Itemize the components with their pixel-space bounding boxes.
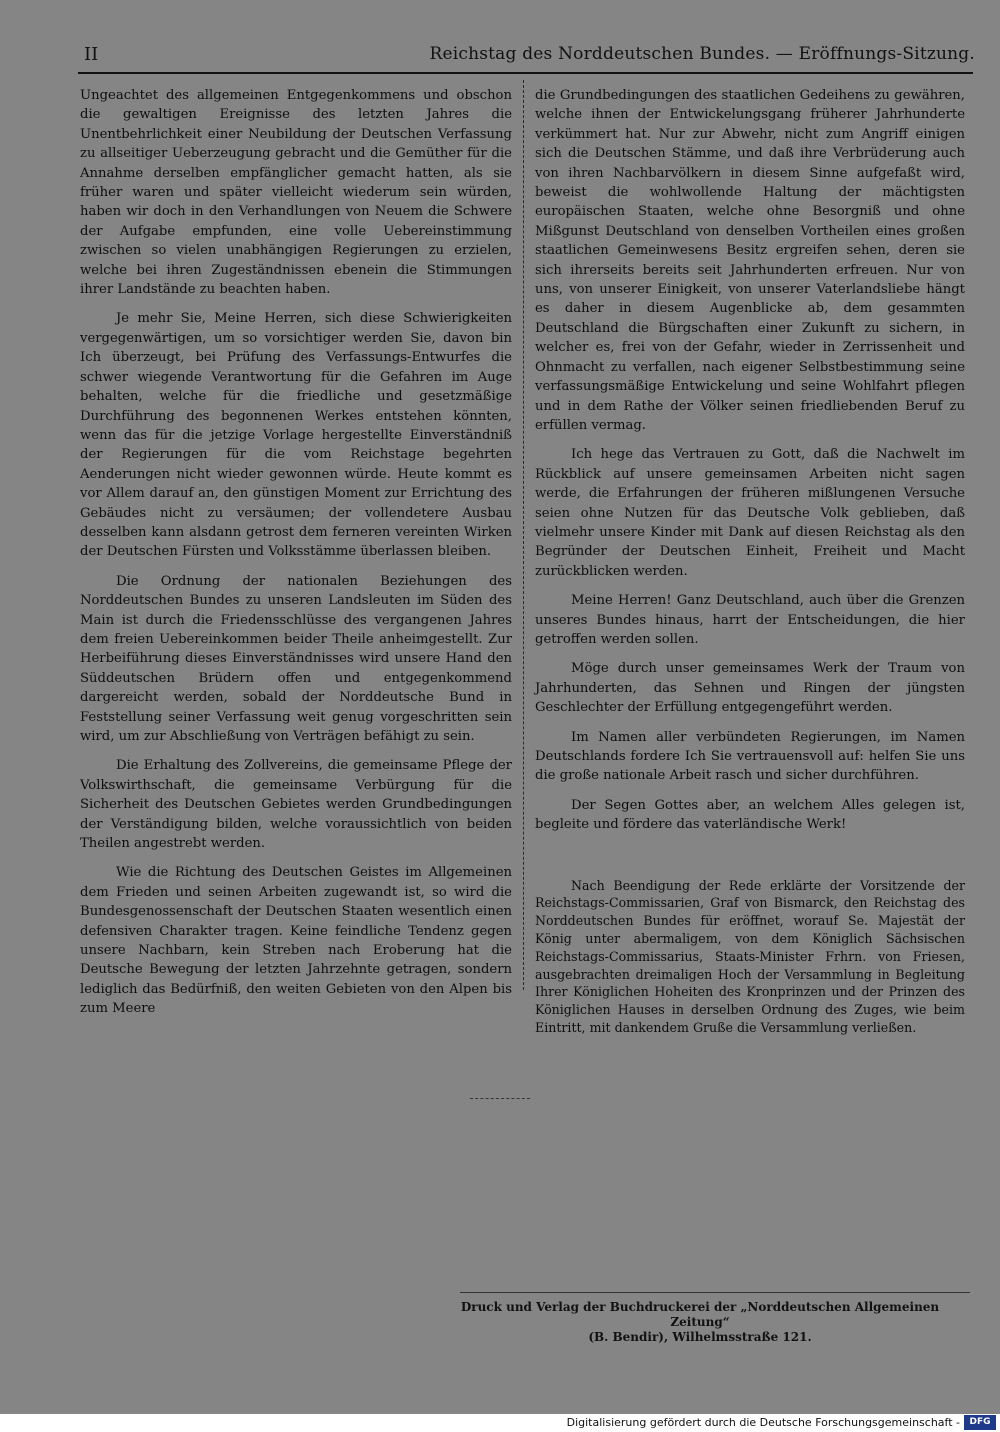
paragraph: die Grundbedingungen des staatlichen Gedeihens zu gewähren, welche ihnen der Entwickelungsgang früherer Jahrhunderte verkümmert hat. Nur zur Abwehr, nicht zum Angriff einigen sich die Deutschen Stämme, und daß ihre Verbrüderung auch von ihren Nachbarvölkern in diesem Sinne aufgefaßt wird, beweist die wohlwollende Haltung der mächtigsten europäischen Staaten, welche ohne Besorgniß und ohne Mißgunst Deutschland von denselben Vortheilen eines großen staatlichen Gemeinwesens Besitz ergreifen sehen, deren sie sich ihrerseits bereits seit Jahrhunderten erfreuen. Nur von uns, von unserer Einigkeit, von unserer Vaterlandsliebe hängt es daher in diesem Augenblicke ab, dem gesammten Deutschland die Bürgschaften einer Zukunft zu sichern, in welcher es, frei von der Gefahr, wieder in Zerrissenheit und Ohnmacht zu verfallen, nach eigener Selbstbestimmung seine verfassungsmäßige Entwickelung und seine Wohlfahrt pflegen und in dem Rathe der Völker seinen friedliebenden Beruf zu erfüllen vermag.	[535, 88, 965, 433]
imprint-line-1: Druck und Verlag der Buchdruckerei der „Norddeutschen Allgemeinen Zeitung“	[460, 1300, 940, 1329]
right-column	[535, 86, 965, 1049]
page-header	[80, 44, 975, 68]
imprint-line-2: (B. Bendir), Wilhelmsstraße 121.	[588, 1330, 812, 1344]
paragraph: Je mehr Sie, Meine Herren, sich diese Schwierigkeiten vergegenwärtigen, um so vorsichtiger werden Sie, davon bin Ich überzeugt, bei Prüfung des Verfassungs-Entwurfes die schwer wiegende Verantwortung für die Gefahren im Auge behalten, welche für die friedliche und gesetzmäßige Durchführung des begonnenen Werkes entstehen könnten, wenn das für die jetzige Vorlage hergestellte Einverständniß der Regierungen für die vom Reichstage begehrten Aenderungen nicht wieder gewonnen würde. Heute kommt es vor Allem darauf an, den günstigen Moment zur Errichtung des Gebäudes nicht zu versäumen; der vollendetere Ausbau desselben kann alsdann getrost dem ferneren vereinten Wirken der Deutschen Fürsten und Volksstämme überlassen bleiben.	[80, 311, 512, 560]
imprint	[450, 1300, 950, 1345]
running-title: Reichstag des Norddeutschen Bundes. — Eröffnungs-Sitzung.	[429, 44, 975, 64]
paragraph: Ich hege das Vertrauen zu Gott, daß die Nachwelt im Rückblick auf unsere gemeinsamen Arbeiten nicht sagen werde, die Erfahrungen der früheren mißlungenen Versuche seien ohne Nutzen für das Deutsche Volk geblieben, daß vielmehr unsere Kinder mit Dank auf diesen Reichstag als den Begründer der Deutschen Einheit, Freiheit und Macht zurückblicken werden.	[535, 447, 965, 579]
imprint-rule	[460, 1292, 970, 1293]
paragraph: Im Namen aller verbündeten Regierungen, im Namen Deutschlands fordere Ich Sie vertrauensvoll auf: helfen Sie uns die große nationale Arbeit rasch und sicher durchführen.	[535, 729, 965, 784]
paragraph: Meine Herren! Ganz Deutschland, auch über die Grenzen unseres Bundes hinaus, harrt der Entscheidungen, die hier getroffen werden sollen.	[535, 593, 965, 647]
column-divider	[523, 80, 524, 990]
paragraph: Die Erhaltung des Zollvereins, die gemeinsame Pflege der Volkswirthschaft, die gemeinsame Verbürgung für die Sicherheit des Deutschen Gebietes werden Grundbedingungen der Verständigung bilden, welche voraussichtlich von beiden Theilen angestrebt werden.	[80, 758, 512, 852]
header-rule	[78, 72, 973, 74]
left-column	[80, 86, 512, 1029]
paragraph: Möge durch unser gemeinsames Werk der Traum von Jahrhunderten, das Sehnen und Ringen der jüngsten Geschlechter der Erfüllung entgegengeführt werden.	[535, 661, 965, 716]
digitization-footer	[0, 1414, 1000, 1432]
page-number: II	[84, 44, 99, 65]
paragraph: Der Segen Gottes aber, an welchem Alles gelegen ist, begleite und fördere das vaterländische Werk!	[535, 797, 965, 833]
section-separator	[470, 1098, 530, 1099]
paragraph: Wie die Richtung des Deutschen Geistes im Allgemeinen dem Frieden und seinen Arbeiten zugewandt ist, so wird die Bundesgenossenschaft der Deutschen Staaten wesentlich einen defensiven Charakter tragen. Keine feindliche Tendenz gegen unsere Nachbarn, kein Streben nach Eroberung hat die Deutsche Bewegung der letzten Jahrzehnte getragen, sondern lediglich das Bedürfniß, den weiten Gebieten von den Alpen bis zum Meere	[80, 865, 512, 1017]
funding-note: Digitalisierung gefördert durch die Deutsche Forschungsgemeinschaft -	[566, 1416, 960, 1429]
dfg-logo: DFG	[964, 1415, 996, 1430]
paragraph: Ungeachtet des allgemeinen Entgegenkommens und obschon die gewaltigen Ereignisse des letzten Jahres die Unentbehrlichkeit einer Neubildung der Deutschen Verfassung zu allseitiger Ueberzeugung gebracht und die Gemüther für die Annahme derselben empfänglicher gemacht hatten, als sie früher waren und später vielleicht wiederum sein würden, haben wir doch in den Verhandlungen von Neuem die Schwere der Aufgabe empfunden, eine volle Uebereinstimmung zwischen so vielen unabhängigen Regierungen zu erzielen, welche bei ihren Zugeständnissen ebenein die Stimmungen ihrer Landstände zu beachten haben.	[80, 88, 512, 298]
closing-paragraph: Nach Beendigung der Rede erklärte der Vorsitzende der Reichstags-Commissarien, Graf von Bismarck, den Reichstag des Norddeutschen Bundes für eröffnet, worauf Se. Majestät der König unter abermaligem, von dem Königlich Sächsischen Reichstags-Commissarius, Staats-Minister Frhrn. von Friesen, ausgebrachten dreimaligen Hoch der Versammlung in Begleitung Ihrer Königlichen Hoheiten des Kronprinzen und der Prinzen des Königlichen Hauses in derselben Ordnung des Zuges, wie beim Eintritt, mit dankendem Gruße die Versammlung verließen.	[535, 877, 965, 1035]
paragraph: Die Ordnung der nationalen Beziehungen des Norddeutschen Bundes zu unseren Landsleuten im Süden des Main ist durch die Friedensschlüsse des vergangenen Jahres dem freien Uebereinkommen beider Theile anheimgestellt. Zur Herbeiführung dieses Einverständnisses wird unsere Hand den Süddeutschen Brüdern offen und entgegenkommend dargereicht werden, sobald der Norddeutsche Bund in Feststellung seiner Verfassung weit genug vorgeschritten sein wird, um zur Abschließung von Verträgen befähigt zu sein.	[80, 573, 512, 744]
